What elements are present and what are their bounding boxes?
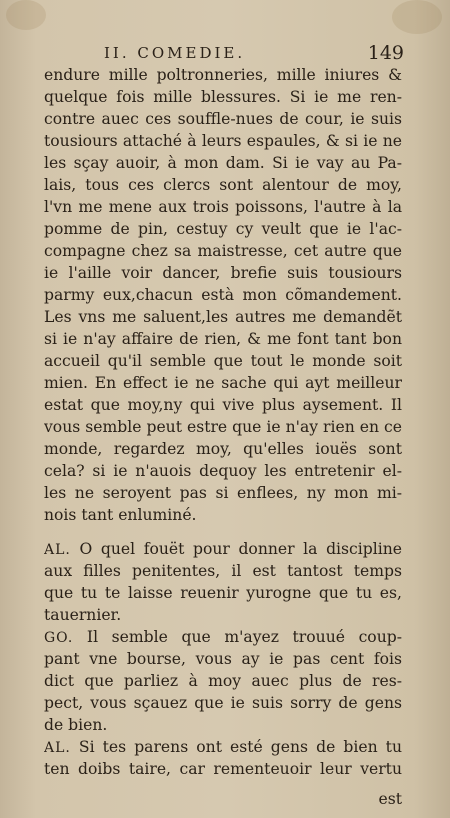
text-line: compagne chez sa maistresse, cet autre que xyxy=(44,242,402,260)
page-text xyxy=(44,64,402,780)
speech-line xyxy=(44,538,402,560)
text-line: pomme de pin, cestuy cy veult que ie l'ac- xyxy=(44,220,402,238)
speech-line: de bien. xyxy=(44,716,108,734)
speech-line: pect, vous sçauez que ie suis sorry de gens xyxy=(44,694,402,712)
text-line: lais, tous ces clercs sont alentour de moy, xyxy=(44,176,402,194)
speech-line xyxy=(44,626,402,648)
speaker-label: AL. xyxy=(44,740,71,756)
speech-line: tauernier. xyxy=(44,606,122,624)
speaker-label: AL. xyxy=(44,542,71,558)
text-line: quelque fois mille blessures. Si ie me ren- xyxy=(44,88,402,106)
text-line: nois tant enluminé. xyxy=(44,506,197,524)
text-line: contre auec ces souffle-nues de cour, ie suis xyxy=(44,110,402,128)
text-line: vous semble peut estre que ie n'ay rien en ce xyxy=(44,418,402,436)
speech-text: Il semble que m'ayez trouué coup- xyxy=(86,628,402,646)
catchword: est xyxy=(378,790,402,808)
page-header xyxy=(104,44,410,66)
page-number: 149 xyxy=(367,42,404,64)
text-line: les ne seroyent pas si enflees, ny mon mi- xyxy=(44,484,402,502)
text-line: ie l'aille voir dancer, brefie suis tousiours xyxy=(44,264,402,282)
speech-text: O quel fouët pour donner la discipline xyxy=(79,540,402,558)
text-line: tousiours attaché à leurs espaules, & si ie ne xyxy=(44,132,402,150)
text-line: mien. En effect ie ne sache qui ayt meilleur xyxy=(44,374,402,392)
paper-stain xyxy=(6,0,46,30)
text-line: parmy eux,chacun està mon cõmandement. xyxy=(44,286,402,304)
text-line: estat que moy,ny qui vive plus aysement. Il xyxy=(44,396,402,414)
text-line: accueil qu'il semble que tout le monde soit xyxy=(44,352,402,370)
speech-line xyxy=(44,736,402,758)
speech-line: dict que parliez à moy auec plus de res- xyxy=(44,672,402,690)
speech-line: ten doibs taire, car rementeuoir leur vertu xyxy=(44,760,402,778)
text-line: cela? si ie n'auois dequoy les entretenir el- xyxy=(44,462,402,480)
text-line: si ie n'ay affaire de rien, & me font tant bon xyxy=(44,330,402,348)
text-line: monde, regardez moy, qu'elles iouës sont xyxy=(44,440,402,458)
speech-text: Si tes parens ont esté gens de bien tu xyxy=(78,738,402,756)
speech-line: que tu te laisse reuenir yurogne que tu es, xyxy=(44,584,402,602)
text-line: endure mille poltronneries, mille iniures & xyxy=(44,66,402,84)
paper-stain xyxy=(392,0,442,34)
speech-line: pant vne bourse, vous ay ie pas cent fois xyxy=(44,650,402,668)
speaker-label: GO. xyxy=(44,630,74,646)
text-line: les sçay auoir, à mon dam. Si ie vay au Pa- xyxy=(44,154,402,172)
running-head: II. COMEDIE. xyxy=(104,44,246,62)
text-line: Les vns me saluent,les autres me demandẽt xyxy=(44,308,402,326)
text-line: l'vn me mene aux trois poissons, l'autre à la xyxy=(44,198,402,216)
speech-line: aux filles penitentes, il est tantost temps xyxy=(44,562,402,580)
